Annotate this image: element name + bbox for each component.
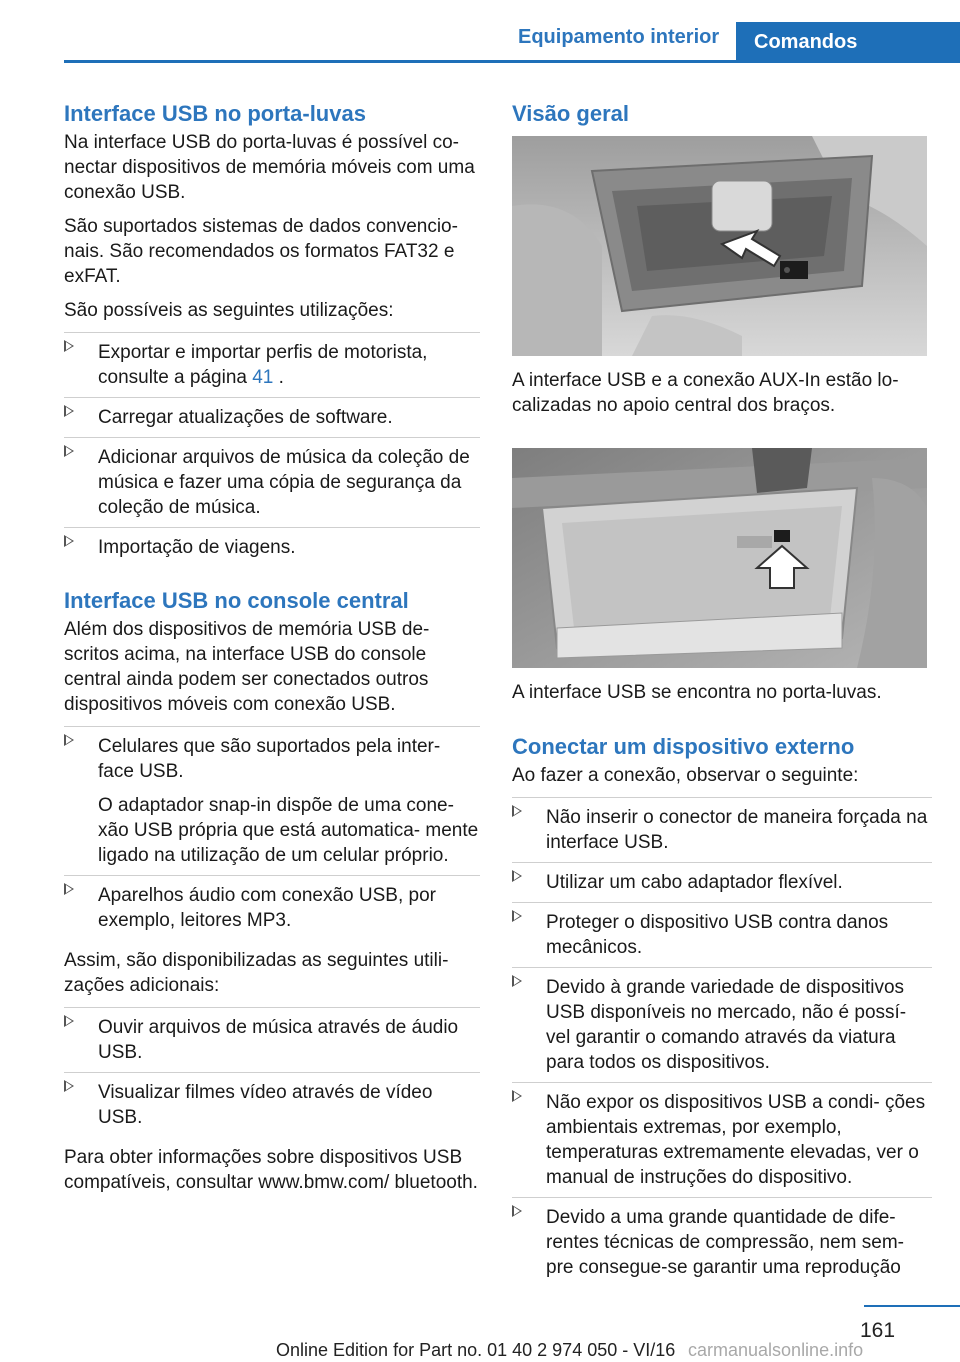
section-title-usb-console: Interface USB no console central (64, 588, 409, 613)
triangle-bullet-icon (64, 340, 74, 352)
triangle-bullet-icon (512, 805, 522, 817)
triangle-bullet-icon (64, 535, 74, 547)
list-item (64, 1007, 480, 1072)
header-chapter-tab[interactable]: Comandos (736, 22, 960, 62)
list-item (512, 902, 932, 967)
right-column (512, 100, 932, 1295)
list-item (64, 1072, 480, 1137)
left-column (64, 100, 480, 1204)
bullet-list (64, 726, 480, 940)
section-title-connect-device: Conectar um dispositivo externo (512, 734, 855, 759)
glovebox-illustration (512, 448, 927, 668)
paragraph: Além dos dispositivos de memória USB de‐ scritos acima, na interface USB do console central ainda podem ser conectados outros dispositivos móveis com conexão USB. (64, 619, 430, 715)
triangle-bullet-icon (64, 1015, 74, 1027)
triangle-bullet-icon (64, 1080, 74, 1092)
triangle-bullet-icon (512, 910, 522, 922)
list-item-text: Ouvir arquivos de música através de áudio USB. (98, 1017, 459, 1063)
section-title-usb-glovebox: Interface USB no porta-luvas (64, 101, 366, 126)
bullet-list (64, 1007, 480, 1137)
list-item-text: Proteger o dispositivo USB contra danos mecânicos. (546, 912, 889, 958)
list-item-note: O adaptador snap-in dispõe de uma cone‐ xão USB própria que está automatica‐ mente ligado na utilização de um celular próprio. (98, 795, 479, 866)
list-item (512, 967, 932, 1082)
list-item (512, 1197, 932, 1287)
page-link[interactable]: 41 (252, 367, 274, 388)
armrest-illustration (512, 136, 927, 356)
triangle-bullet-icon (64, 405, 74, 417)
list-item (64, 875, 480, 940)
list-item-text: Utilizar um cabo adaptador flexível. (546, 872, 843, 893)
edition-note: Online Edition for Part no. 01 40 2 974 050 - VI/16 (276, 1340, 676, 1360)
list-item (512, 1082, 932, 1197)
triangle-bullet-icon (64, 445, 74, 457)
list-item (64, 527, 480, 567)
list-item-text: Importação de viagens. (98, 537, 296, 558)
paragraph: Assim, são disponibilizadas as seguintes utili‐ zações adicionais: (64, 950, 449, 996)
bullet-list (512, 797, 932, 1287)
triangle-bullet-icon (64, 734, 74, 746)
triangle-bullet-icon (512, 975, 522, 987)
header-section-tab[interactable]: Equipamento interior (518, 26, 720, 48)
triangle-bullet-icon (64, 883, 74, 895)
page-number: 161 (860, 1319, 896, 1342)
paragraph: Ao fazer a conexão, observar o seguinte: (512, 765, 859, 786)
triangle-bullet-icon (512, 870, 522, 882)
bullet-list (64, 332, 480, 567)
list-item-text: Aparelhos áudio com conexão USB, por exemplo, leitores MP3. (98, 885, 436, 931)
list-item (512, 797, 932, 862)
header-rule (64, 60, 960, 63)
list-item-text: Devido à grande variedade de dispositivos USB disponíveis no mercado, não é possí‐ vel garantir o comando através da viatura para todos os dispositivos. (546, 977, 907, 1073)
figure-caption: A interface USB se encontra no porta-luvas. (512, 682, 882, 703)
watermark[interactable]: carmanualsonline.info (688, 1340, 864, 1360)
list-item (64, 437, 480, 527)
list-item-text: Exportar e importar perfis de motorista, consulte a página (98, 342, 428, 388)
list-item: Exportar e importar perfis de motorista, consulte a página 41 . (64, 332, 480, 397)
list-item-text: Adicionar arquivos de música da coleção de música e fazer uma cópia de segurança da coleção de música. (98, 447, 470, 518)
footer-rule (864, 1305, 960, 1307)
paragraph: São possíveis as seguintes utilizações: (64, 300, 394, 321)
paragraph: Na interface USB do porta-luvas é possível co‐ nectar dispositivos de memória móveis com uma conexão USB. (64, 132, 475, 203)
triangle-bullet-icon (512, 1205, 522, 1217)
page-header (0, 0, 960, 62)
list-item-text: Não inserir o conector de maneira forçada na interface USB. (546, 807, 928, 853)
section-title-overview: Visão geral (512, 101, 629, 126)
list-item (64, 726, 480, 875)
list-item-text: Carregar atualizações de software. (98, 407, 393, 428)
armrest-usb-photo (512, 136, 927, 356)
figure-caption: A interface USB e a conexão AUX-In estão lo‐ calizadas no apoio central dos braços. (512, 370, 899, 416)
triangle-bullet-icon (512, 1090, 522, 1102)
paragraph: São suportados sistemas de dados convencio‐ nais. São recomendados os formatos FAT32 e exFAT. (64, 216, 458, 287)
list-item-text: Visualizar filmes vídeo através de vídeo USB. (98, 1082, 433, 1128)
list-item (64, 397, 480, 437)
list-item (512, 862, 932, 902)
paragraph: Para obter informações sobre dispositivos USB compatíveis, consultar www.bmw.com/ bluetooth. (64, 1147, 478, 1193)
glovebox-usb-photo (512, 448, 927, 668)
list-item-text: Não expor os dispositivos USB a condi‐ ções ambientais extremas, por exemplo, temperaturas extremamente elevadas, ver o manual de instruções do dispositivo. (546, 1092, 926, 1188)
list-item-text: Celulares que são suportados pela inter‐ face USB. (98, 736, 441, 782)
list-item-text: Devido a uma grande quantidade de dife‐ rentes técnicas de compressão, nem sem‐ pre consegue-se garantir uma reprodução (546, 1207, 904, 1278)
